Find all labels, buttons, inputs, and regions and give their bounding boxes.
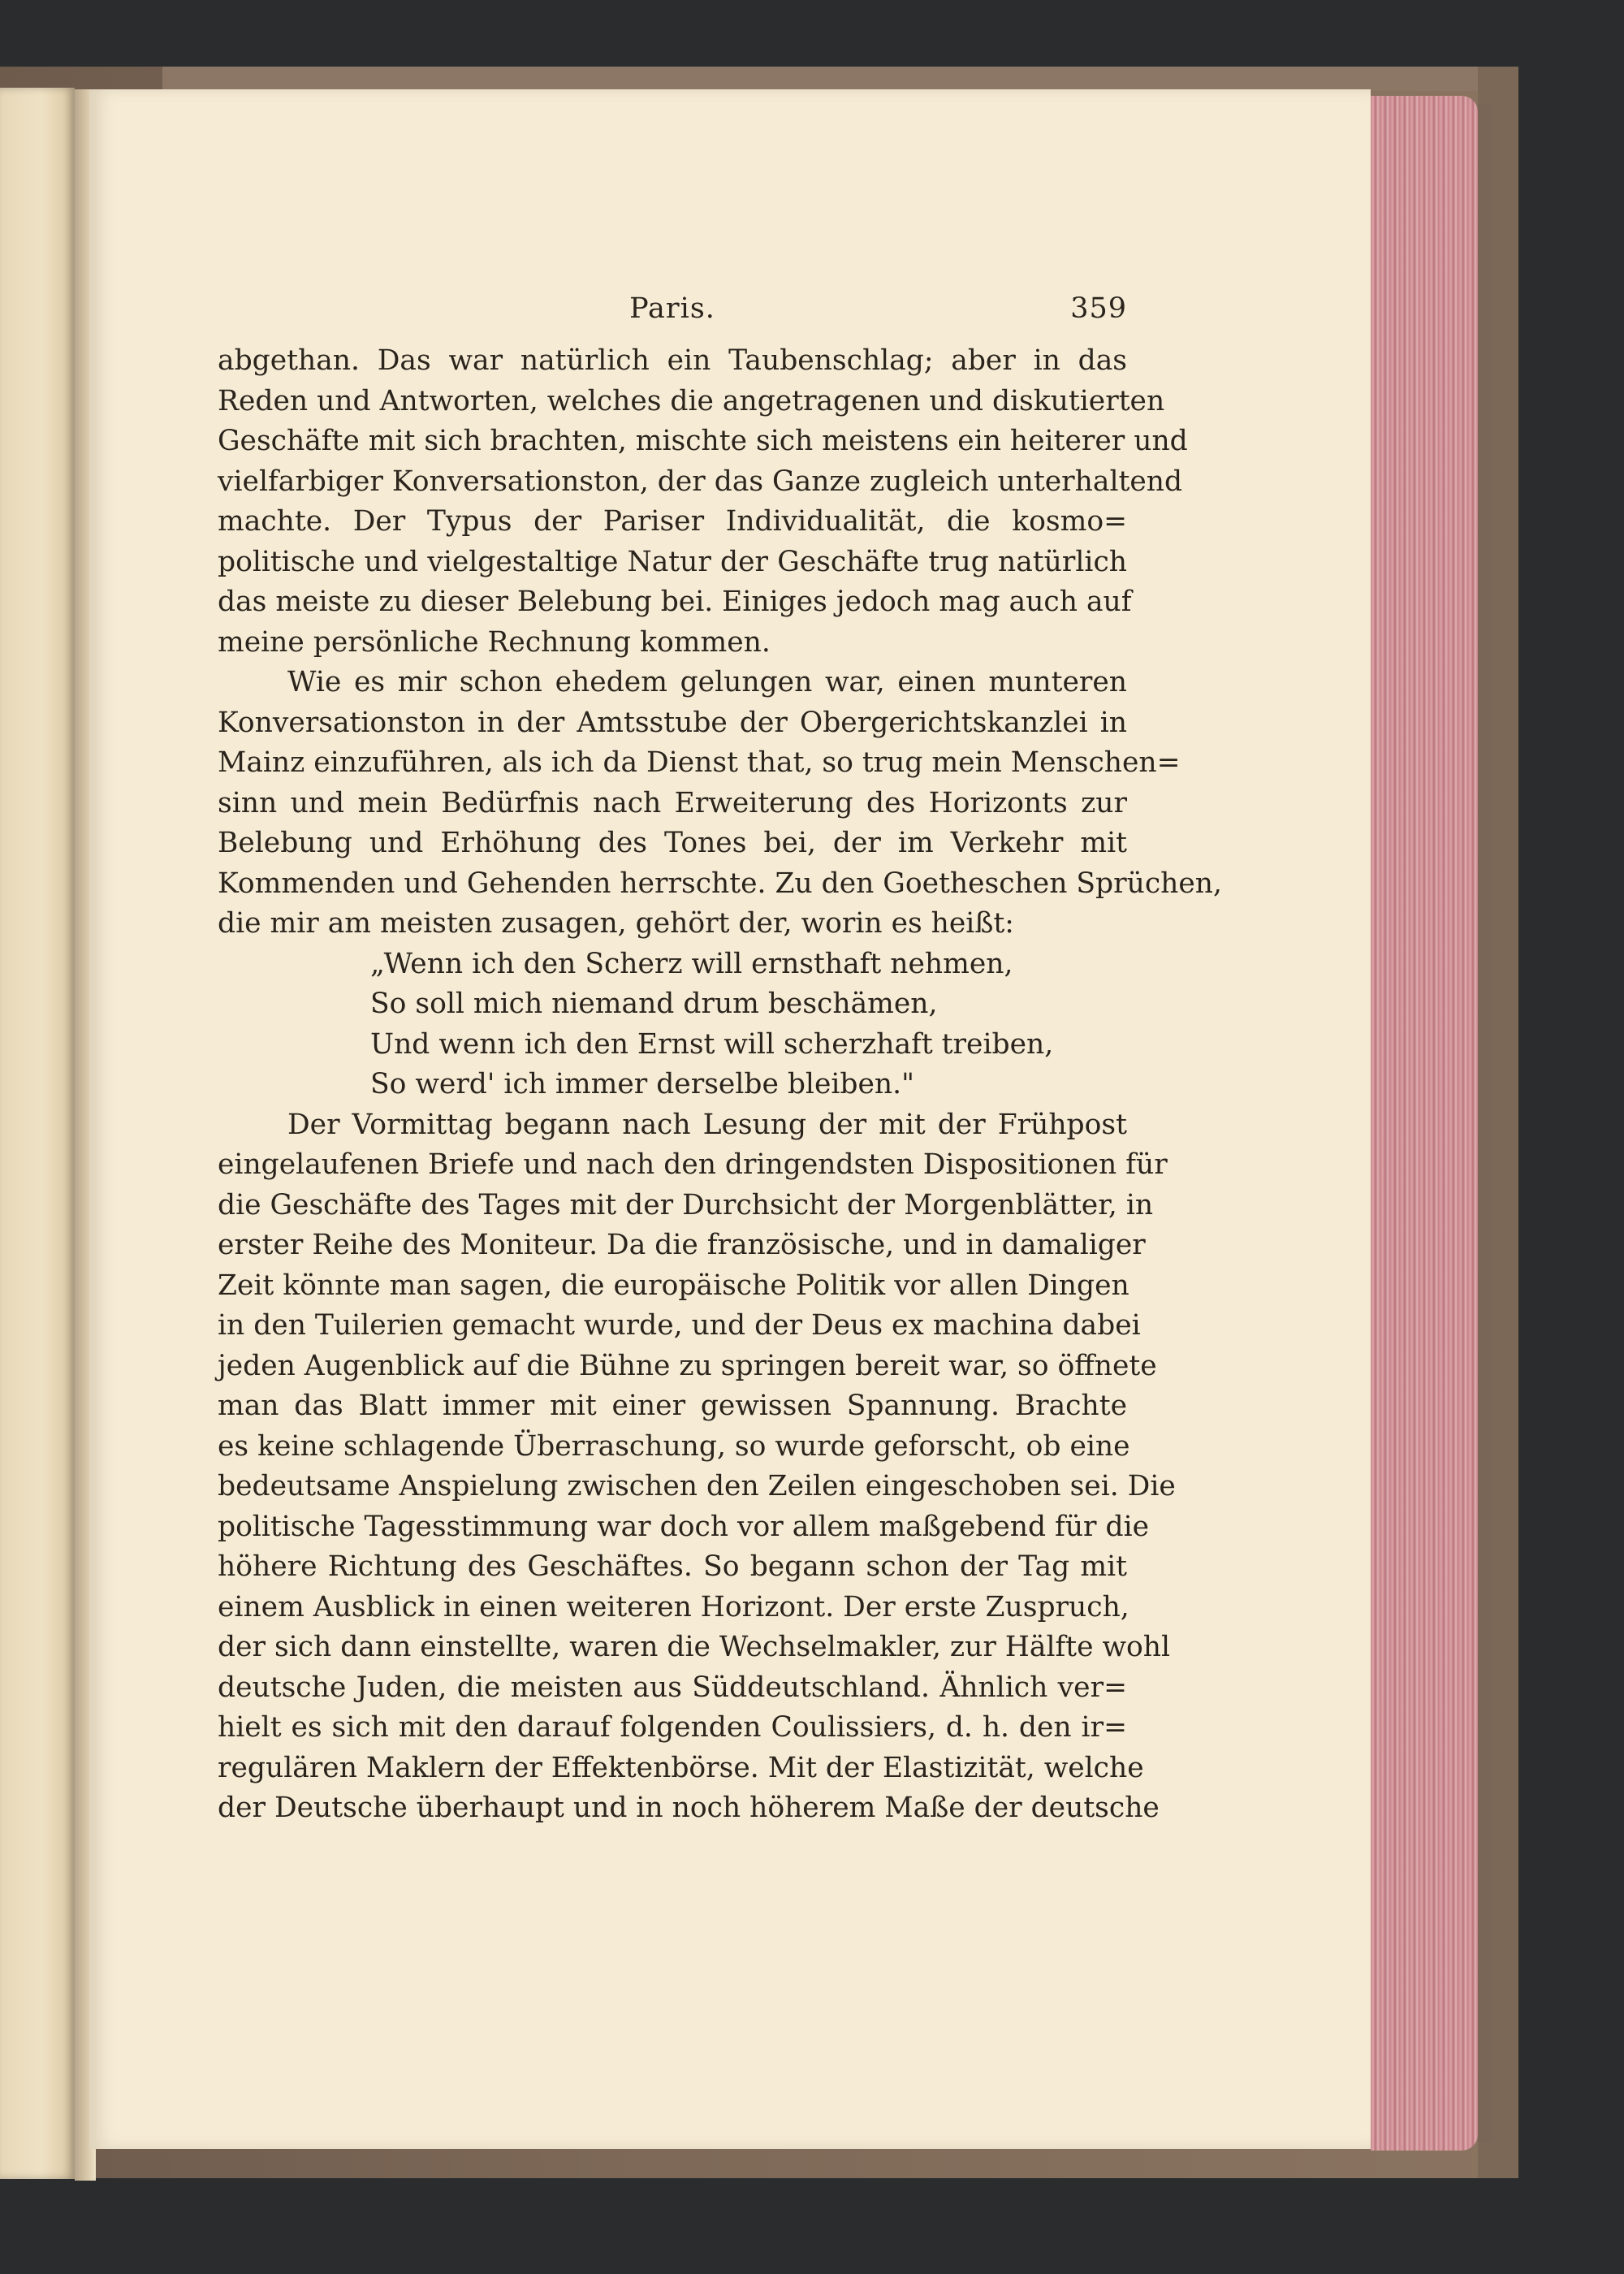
text-line: der Deutsche überhaupt und in noch höherem Maße der deutsche (218, 1792, 1160, 1824)
verse-line: Und wenn ich den Ernst will scherzhaft treiben, (370, 1027, 1054, 1061)
text-line: es keine schlagende Überraschung, so wurde geforscht, ob eine (218, 1429, 1130, 1463)
text-line: höhere Richtung des Geschäftes. So begann schon der Tag mit (218, 1550, 1127, 1583)
text-line: Zeit könnte man sagen, die europäische Politik vor allen Dingen (218, 1269, 1129, 1302)
text-line: hielt es sich mit den darauf folgenden Coulissiers, d. h. den ir= (218, 1711, 1127, 1744)
text-line: das meiste zu dieser Belebung bei. Einiges jedoch mag auch auf (218, 586, 1132, 618)
paragraph-3 (218, 1105, 1176, 1829)
running-head (218, 292, 1127, 341)
text-line: der sich dann einstellte, waren die Wechselmakler, zur Hälfte wohl (218, 1631, 1171, 1663)
text-line: jeden Augenblick auf die Bühne zu springen bereit war, so öffnete (218, 1349, 1157, 1382)
text-line: eingelaufenen Briefe und nach den dringendsten Dispositionen für (218, 1148, 1168, 1181)
verse-quote (218, 945, 1127, 1105)
paragraph-2 (218, 663, 1222, 945)
text-line: Wie es mir schon ehedem gelungen war, einen munteren (287, 666, 1127, 698)
text-line: erster Reihe des Moniteur. Da die französische, und in damaliger (218, 1229, 1146, 1261)
text-line: die Geschäfte des Tages mit der Durchsicht der Morgenblätter, in (218, 1188, 1154, 1221)
text-line: regulären Maklern der Effektenbörse. Mit der Elastizität, welche (218, 1751, 1144, 1784)
running-head-title: Paris. (629, 292, 715, 325)
paragraph-1 (218, 341, 1188, 663)
text-line: meine persönliche Rechnung kommen. (218, 625, 771, 659)
text-line: abgethan. Das war natürlich ein Taubenschlag; aber in das (218, 344, 1127, 377)
text-line: bedeutsame Anspielung zwischen den Zeilen eingeschoben sei. Die (218, 1470, 1176, 1502)
text-line: Kommenden und Gehenden herrschte. Zu den Goetheschen Sprüchen, (218, 867, 1222, 900)
text-line: einem Ausblick in einen weiteren Horizont. Der erste Zuspruch, (218, 1590, 1129, 1623)
text-line: die mir am meisten zusagen, gehört der, worin es heißt: (218, 907, 1014, 940)
verse-line: „Wenn ich den Scherz will ernsthaft nehmen, (370, 947, 1013, 980)
text-line: deutsche Juden, die meisten aus Süddeutschland. Ähnlich ver= (218, 1671, 1127, 1704)
text-line: politische und vielgestaltige Natur der Geschäfte trug natürlich (218, 545, 1127, 578)
page-stack-edges (1371, 96, 1478, 2151)
text-line: in den Tuilerien gemacht wurde, und der Deus ex machina dabei (218, 1309, 1141, 1342)
text-line: vielfarbiger Konversationston, der das Ganze zugleich unterhaltend (218, 465, 1183, 498)
text-line: man das Blatt immer mit einer gewissen Spannung. Brachte (218, 1390, 1127, 1422)
text-line: Reden und Antworten, welches die angetragenen und diskutierten (218, 384, 1165, 417)
verse-line: So soll mich niemand drum beschämen, (370, 988, 938, 1020)
page-content (218, 292, 1222, 1829)
verse-line: So werd' ich immer derselbe bleiben." (370, 1068, 914, 1100)
book-cover-top-edge (162, 67, 1518, 91)
text-line: politische Tagesstimmung war doch vor allem maßgebend für die (218, 1510, 1150, 1543)
text-line: machte. Der Typus der Pariser Individualität, die kosmo= (218, 505, 1127, 538)
text-line: Belebung und Erhöhung des Tones bei, der im Verkehr mit (218, 827, 1127, 859)
text-line: Der Vormittag begann nach Lesung der mit der Frühpost (287, 1108, 1127, 1141)
previous-page-edge (0, 88, 75, 2179)
text-line: Konversationston in der Amtsstube der Obergerichtskanzlei in (218, 706, 1127, 739)
page-number: 359 (1070, 292, 1127, 325)
text-line: sinn und mein Bedürfnis nach Erweiterung des Horizonts zur (218, 786, 1127, 819)
text-line: Geschäfte mit sich brachten, mischte sich meistens ein heiterer und (218, 425, 1188, 457)
text-line: Mainz einzuführen, als ich da Dienst that, so trug mein Menschen= (218, 746, 1181, 779)
